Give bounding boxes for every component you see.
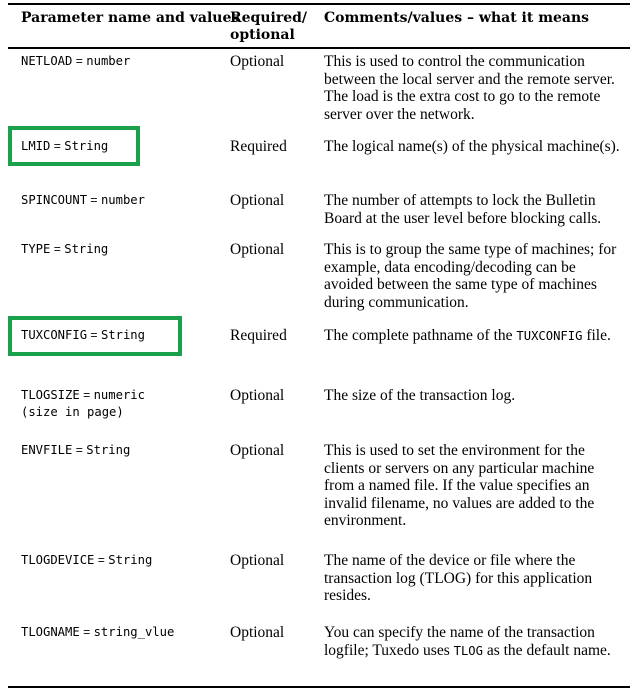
required-tlogdevice: Optional	[230, 552, 285, 569]
header-required: Required/ optional	[230, 10, 308, 43]
comment-spincount: The number of attempts to lock the Bulletin Board at the user level before blocking calls.	[324, 192, 602, 227]
header-rule	[8, 47, 630, 49]
comment-tlogname: You can specify the name of the transaction logfile; Tuxedo uses TLOG as the default name.	[324, 624, 611, 659]
param-tlogdevice: TLOGDEVICE = String	[21, 553, 153, 567]
table-top-rule	[8, 3, 630, 5]
required-lmid: Required	[230, 138, 287, 155]
header-comments: Comments/values – what it means	[324, 10, 590, 26]
comment-netload: This is used to control the communication between the local server and the remote server. The load is the extra cost to go to the remote server over the network.	[324, 53, 615, 123]
required-tuxconfig: Required	[230, 327, 287, 344]
required-netload: Optional	[230, 53, 285, 70]
param-tlogname: TLOGNAME = string_vlue	[21, 625, 175, 639]
comment-tlogdevice: The name of the device or file where the transaction log (TLOG) for this application resides.	[324, 552, 593, 605]
param-spincount: SPINCOUNT = number	[21, 193, 145, 207]
required-spincount: Optional	[230, 192, 285, 209]
param-lmid: LMID = String	[21, 139, 109, 153]
header-parameter: Parameter name and values	[21, 10, 240, 26]
param-netload: NETLOAD = number	[21, 54, 131, 68]
param-tlogsize: TLOGSIZE = numeric (size in page)	[21, 388, 145, 419]
required-tlogname: Optional	[230, 624, 285, 641]
table-bottom-rule	[8, 686, 630, 688]
param-envfile: ENVFILE = String	[21, 443, 131, 457]
param-tuxconfig: TUXCONFIG = String	[21, 328, 145, 342]
required-envfile: Optional	[230, 442, 285, 459]
comment-type: This is to group the same type of machines; for example, data encoding/decoding can be avoided between the same type of machines during communication.	[324, 241, 617, 311]
comment-envfile: This is used to set the environment for the clients or servers on any particular machine from a named file. If the value specifies an invalid filename, no values are added to the environment.	[324, 442, 595, 530]
required-tlogsize: Optional	[230, 387, 285, 404]
comment-lmid: The logical name(s) of the physical machine(s).	[324, 138, 620, 155]
comment-tuxconfig: The complete pathname of the TUXCONFIG file.	[324, 327, 611, 344]
required-type: Optional	[230, 241, 285, 258]
comment-tlogsize: The size of the transaction log.	[324, 387, 516, 404]
param-type: TYPE = String	[21, 242, 109, 256]
